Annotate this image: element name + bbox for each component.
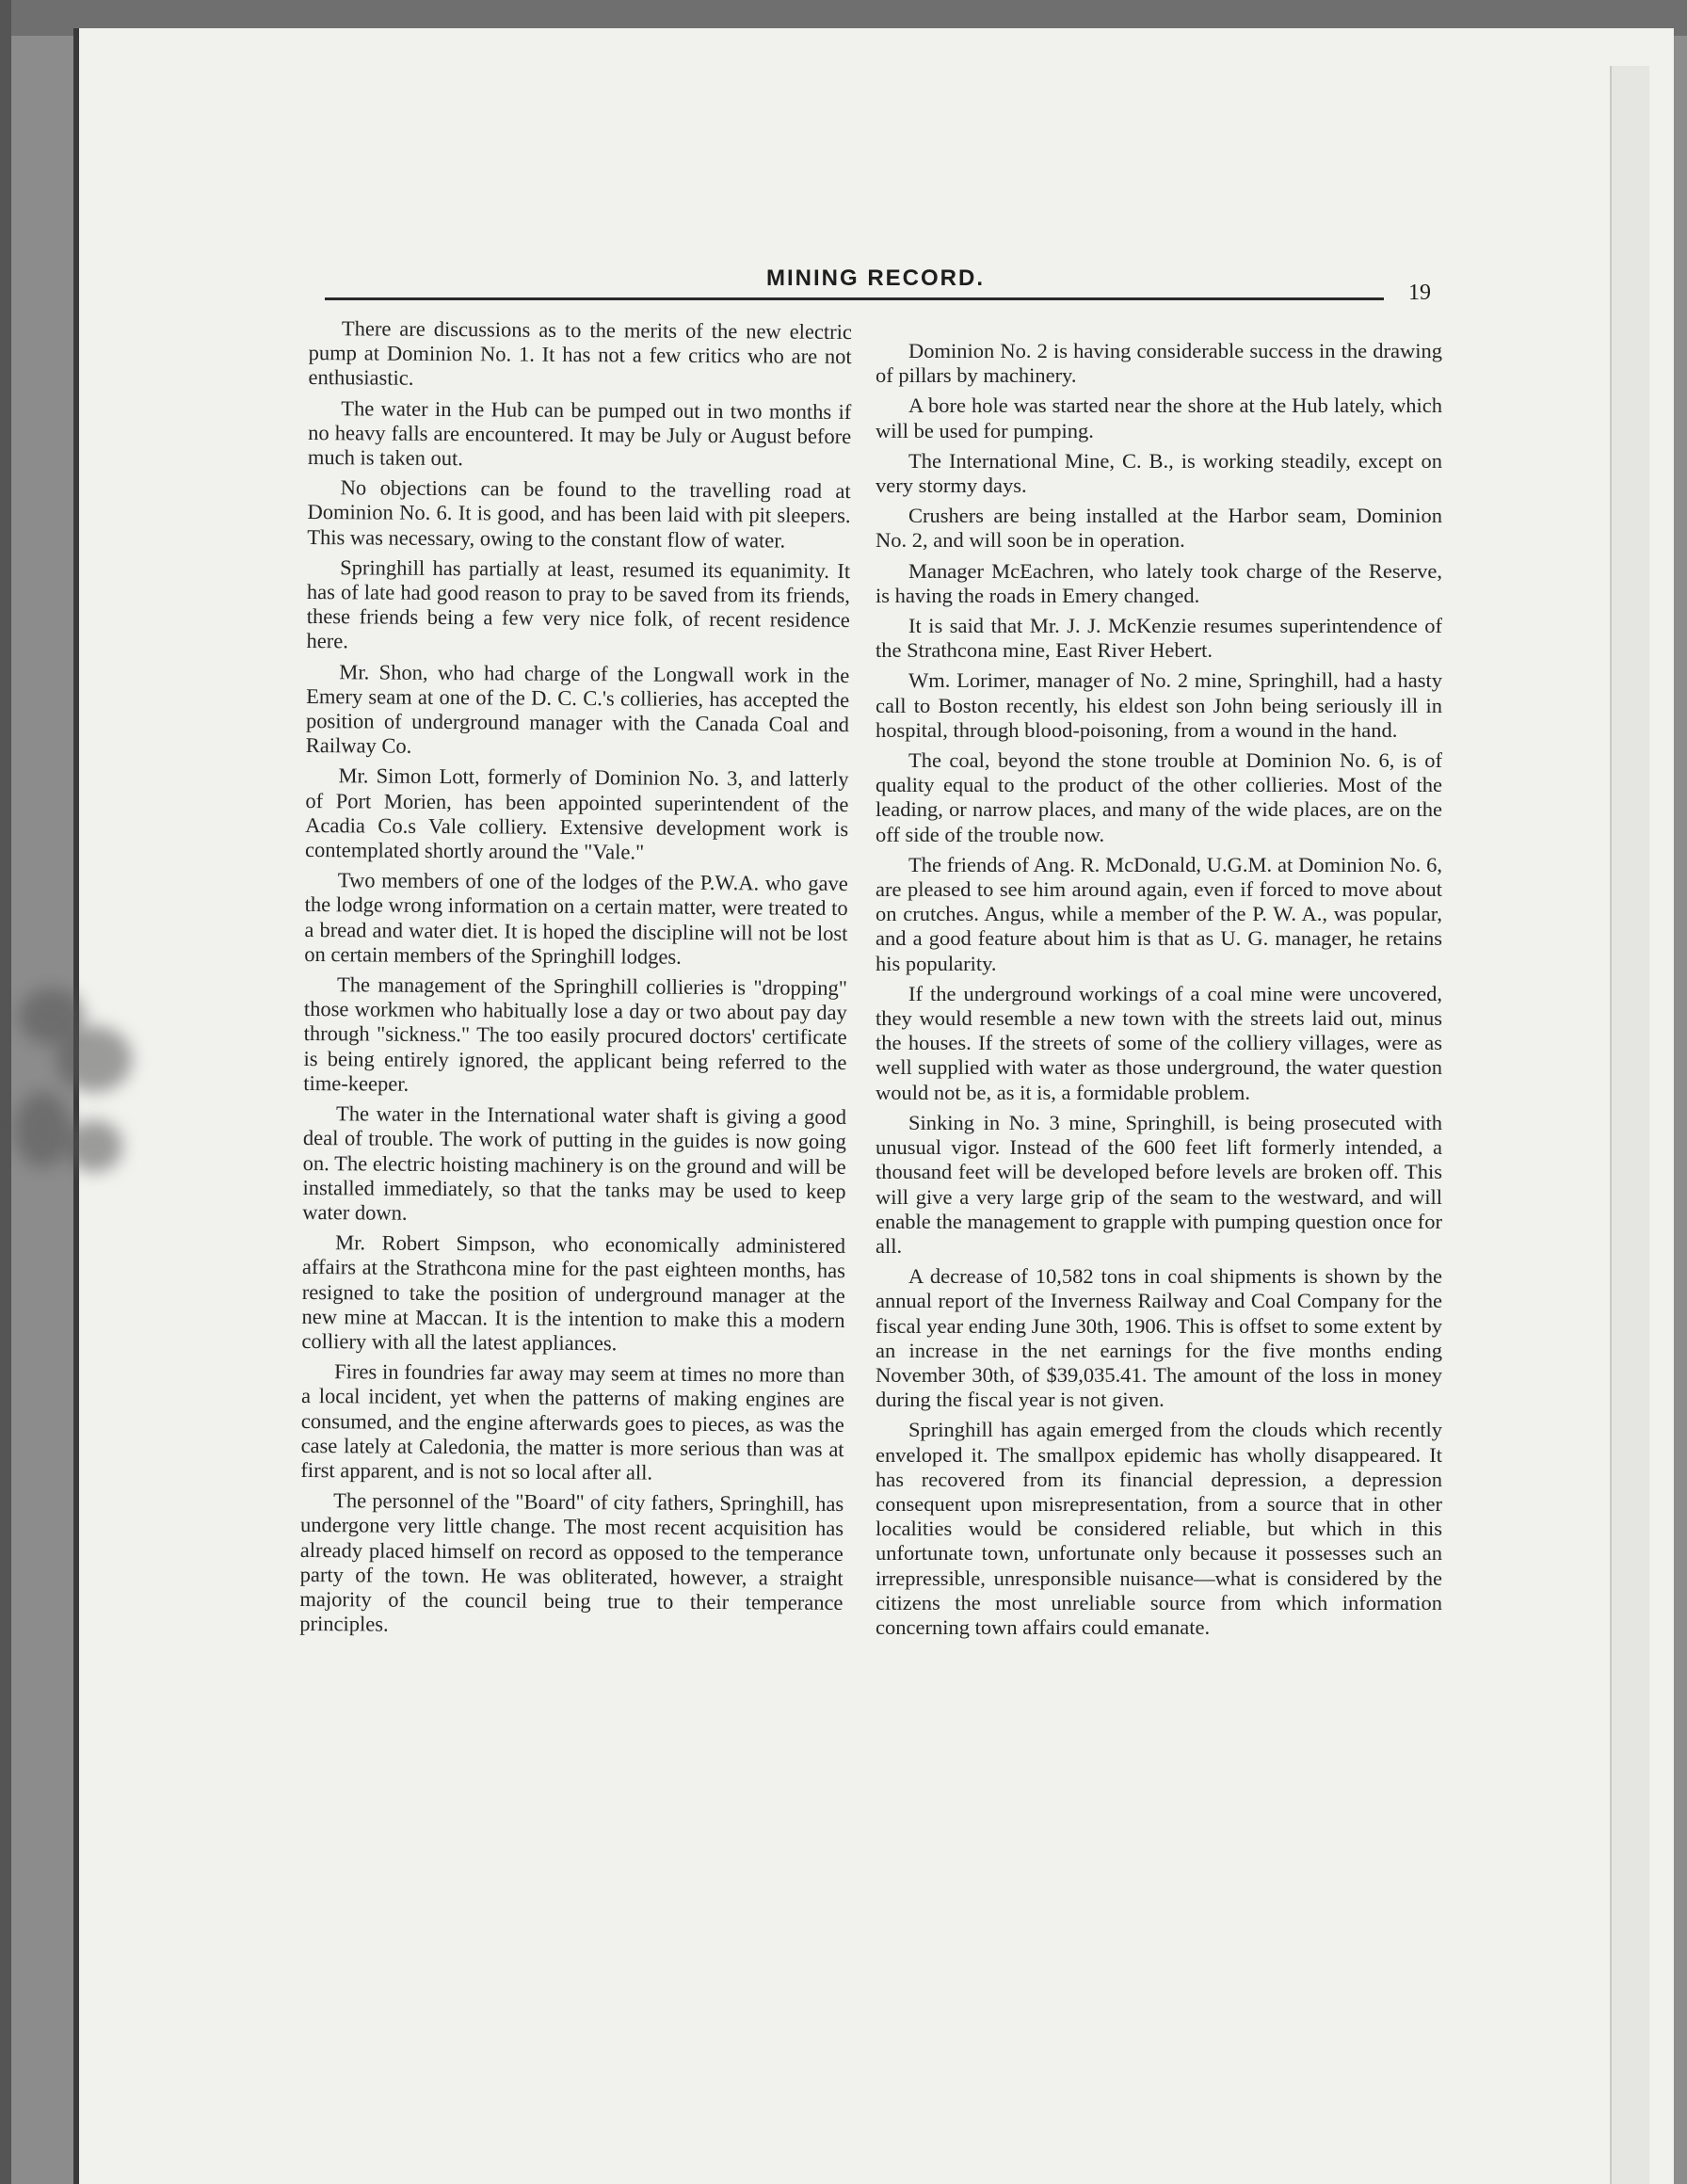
paragraph: Springhill has partially at least, resumed its equanimity. It has of late had good reason to pray to be saved from its friends, these friends being a few very nice folk, of recent residence here. [306,555,851,653]
paragraph: A decrease of 10,582 tons in coal shipments is shown by the annual report of the Inverness Railway and Coal Company for the fiscal year ending June 30th, 1906. This is offset to some extent by an increase in the net earnings for the five months ending November 30th, of $39,035.41. The amount of the loss in money during the fiscal year is not given. [876,1264,1442,1412]
paragraph: Dominion No. 2 is having considerable success in the drawing of pillars by machinery. [876,339,1442,388]
paragraph: Two members of one of the lodges of the P.W.A. who gave the lodge wrong information on a certain matter, were treated to a bread and water diet. It is hoped the discipline will not be lost on certain members of the Springhill lodges. [304,868,848,969]
ink-smudge [66,1120,122,1172]
paragraph: The friends of Ang. R. McDonald, U.G.M. at Dominion No. 6, are pleased to see him around again, even if forced to move about on crutches. Angus, while a member of the P. W. A., was popular, and a good feature about him is that as U. G. manager, he retains his popularity. [876,852,1442,975]
paragraph: It is said that Mr. J. J. McKenzie resumes superintendence of the Strathcona mine, East River Hebert. [876,614,1442,663]
paragraph: No objections can be found to the travelling road at Dominion No. 6. It is good, and has been laid with pit sleepers. This was necessary, owing to the constant flow of water. [307,475,851,553]
scan-binding-edge [0,0,11,2184]
paragraph: A bore hole was started near the shore at the Hub lately, which will be used for pumping. [876,393,1442,442]
paragraph: Fires in foundries far away may seem at times no more than a local incident, yet when the patterns of making engines are consumed, and the engine afterwards goes to pieces, as was the case lately at Caledonia, the matter is more serious than was at first apparent, and is not so local after all. [300,1359,845,1485]
running-header-title: MINING RECORD. [766,265,985,291]
page-number: 19 [1408,281,1431,305]
page-edge-shadow [1610,66,1649,2184]
paragraph: Springhill has again emerged from the clouds which recently enveloped it. The smallpox epidemic has wholly disappeared. It has recovered from its financial depression, a depression consequent upon misrepresentation, from a source that in other localities would be considered reliable, but which in this unfortunate town, unfortunate only because it possesses such an irrepressible, unresponsible nuisance—what is considered by the citizens the most unreliable source from which information concerning town affairs could emanate. [876,1418,1442,1639]
ink-smudge [14,1092,71,1167]
paragraph: The International Mine, C. B., is working steadily, except on very stormy days. [876,448,1442,498]
paragraph: If the underground workings of a coal mine were uncovered, they would resemble a new town with the streets laid out, minus the houses. If the streets of some of the colliery villages, were as well supplied with water as those underground, the water question would not be, as it is, a formidable problem. [876,981,1442,1104]
paragraph: Mr. Simon Lott, formerly of Dominion No. 3, and latterly of Port Morien, has been appointed superintendent of the Acadia Co.s Vale colliery. Extensive development work is contemplated shortly around the "Vale." [304,763,849,864]
paragraph: The coal, beyond the stone trouble at Dominion No. 6, is of quality equal to the product of the other collieries. Most of the leading, or narrow places, and many of the wide places, are on the off side of the trouble now. [876,748,1442,846]
header-rule [325,297,1384,300]
paragraph: Mr. Shon, who had charge of the Longwall work in the Emery seam at one of the D. C. C.'s collieries, has accepted the position of underground manager with the Canada Coal and Railway Co. [305,659,850,759]
paragraph: Manager McEachren, who lately took charge of the Reserve, is having the roads in Emery changed. [876,558,1442,607]
paragraph: Crushers are being installed at the Harbor seam, Dominion No. 2, and will soon be in operation. [876,504,1442,553]
paragraph: There are discussions as to the merits of the new electric pump at Dominion No. 1. It has not a few critics who are not enthusiastic. [308,316,852,391]
right-column [876,339,1442,1646]
ink-smudge [56,1026,132,1092]
paragraph: Sinking in No. 3 mine, Springhill, is being prosecuted with unusual vigor. Instead of the 600 feet lift formerly intended, a thousand feet will be developed before levels are broken off. This will give a very large grip of the seam to the westward, and will enable the management to grapple with pumping question once for all. [876,1110,1442,1258]
paragraph: The water in the Hub can be pumped out in two months if no heavy falls are encountered. It may be July or August before much is taken out. [307,395,852,471]
paragraph: Wm. Lorimer, manager of No. 2 mine, Springhill, had a hasty call to Boston recently, his eldest son John being seriously ill in hospital, through blood-poisoning, from a wound in the hand. [876,668,1442,742]
paragraph: Mr. Robert Simpson, who economically administered affairs at the Strathcona mine for the past eighteen months, has resigned to take the position of underground manager at the new mine at Maccan. It is the intention to make this a modern colliery with all the latest appliances. [301,1230,846,1356]
paragraph: The management of the Springhill collieries is "dropping" those workmen who habitually lose a day or two about pay day through "sickness." The too easily procured doctors' certificate is being entirely ignored, the applicant being referred to the time-keeper. [303,972,848,1096]
left-column [299,316,852,1646]
paragraph: The water in the International water shaft is giving a good deal of trouble. The work of putting in the guides is now going on. The electric hoisting machinery is on the ground and will be installed immediately, so that the tanks may be used to keep water down. [302,1101,847,1225]
paragraph: The personnel of the "Board" of city fathers, Springhill, has undergone very little change. The most recent acquisition has already placed himself on record as opposed to the temperance party of the town. He was obliterated, however, a straight majority of the council being true to their temperance principles. [299,1488,844,1636]
